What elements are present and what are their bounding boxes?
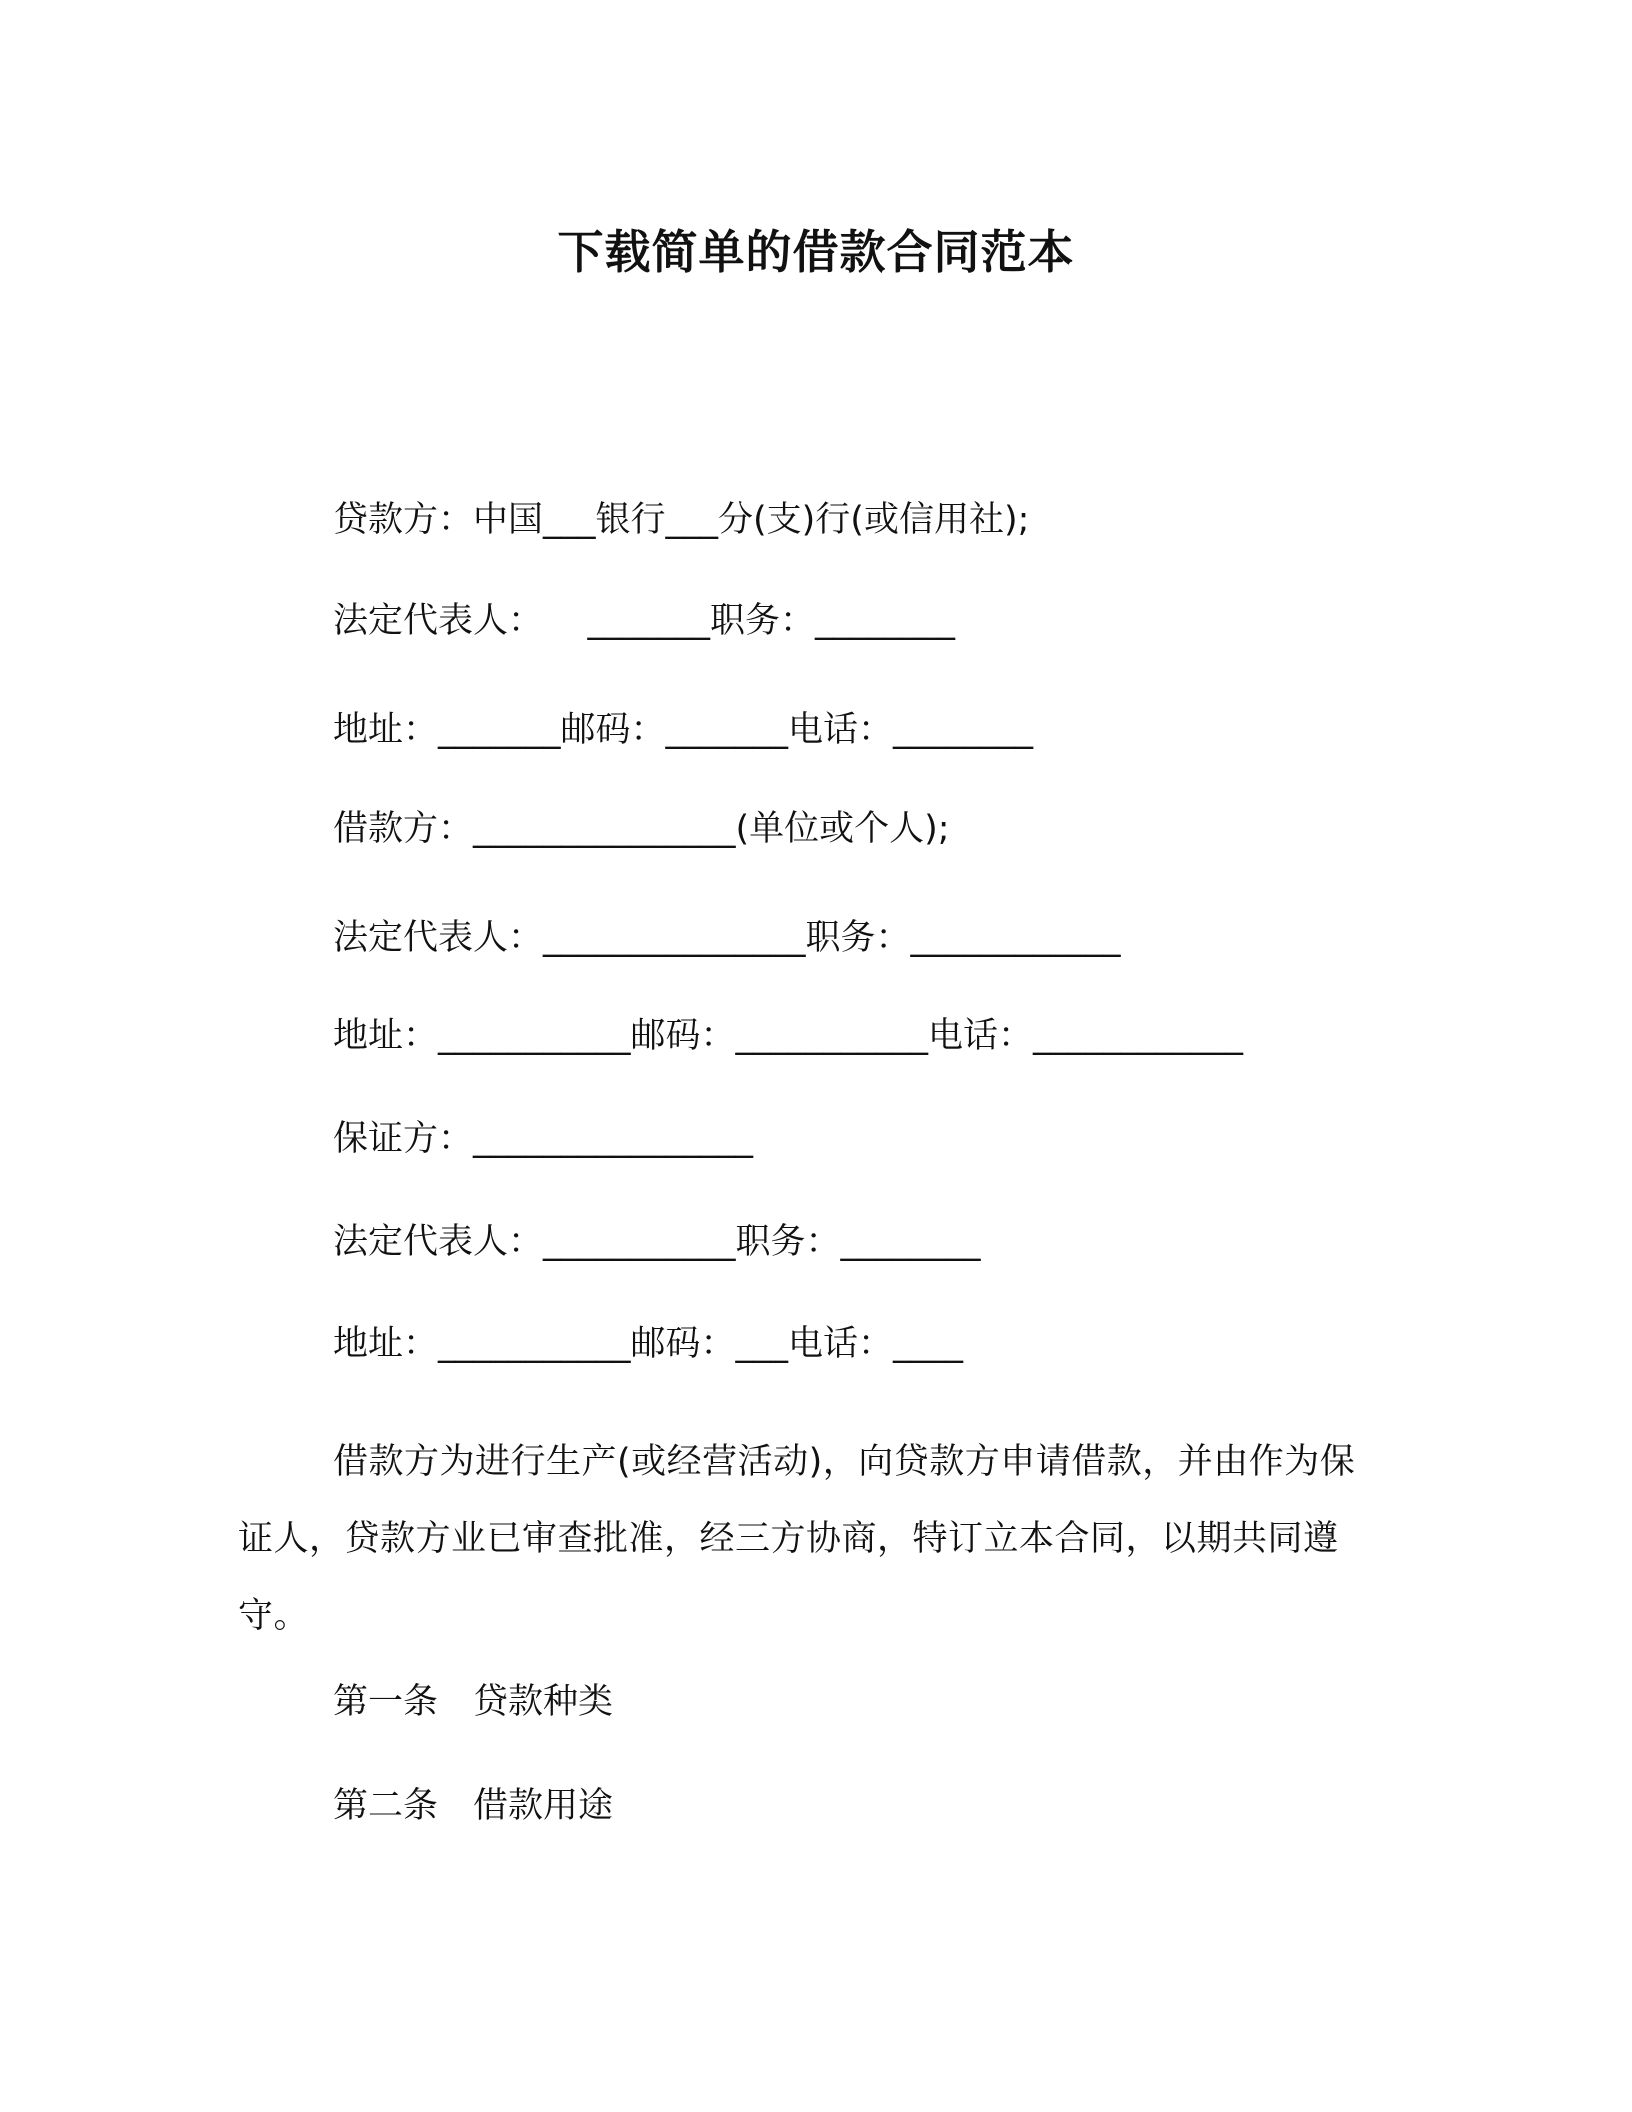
guarantor-representative-line: 法定代表人：___________职务：________ — [333, 1222, 981, 1262]
borrower-address-line: 地址：___________邮码：___________电话：____________ — [333, 1016, 1244, 1056]
article-2-heading: 第二条 借款用途 — [333, 1786, 614, 1826]
guarantor-line: 保证方：________________ — [333, 1119, 754, 1159]
borrower-representative-line: 法定代表人：_______________职务：____________ — [333, 918, 1121, 958]
document-title: 下载简单的借款合同范本 — [557, 225, 1075, 279]
lender-address-line: 地址：_______邮码：_______电话：________ — [333, 710, 1034, 750]
lender-representative-line: 法定代表人： _______职务：________ — [333, 601, 956, 641]
preamble-paragraph: 借款方为进行生产(或经营活动)，向贷款方申请借款，并由作为保证人，贷款方业已审查批准，经三方协商，特订立本合同，以期共同遵守。 — [238, 1442, 1356, 1636]
borrower-line: 借款方：_______________(单位或个人); — [333, 809, 950, 849]
article-1-heading: 第一条 贷款种类 — [333, 1682, 614, 1722]
lender-line: 贷款方：中国___银行___分(支)行(或信用社); — [333, 500, 1030, 540]
guarantor-address-line: 地址：___________邮码：___电话：____ — [333, 1324, 964, 1364]
